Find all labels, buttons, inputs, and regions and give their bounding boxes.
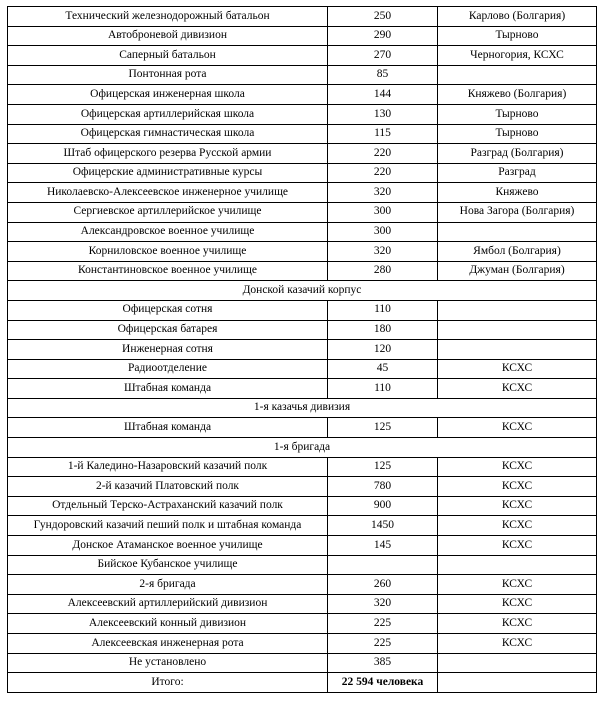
location-cell: КСХС bbox=[438, 536, 597, 556]
count-cell: 220 bbox=[328, 163, 438, 183]
unit-name-cell: Офицерская артиллерийская школа bbox=[8, 104, 328, 124]
unit-name-cell: Технический железнодорожный батальон bbox=[8, 7, 328, 27]
unit-name-cell: Константиновское военное училище bbox=[8, 261, 328, 281]
unit-name-cell: Офицерская гимнастическая школа bbox=[8, 124, 328, 144]
count-cell: 320 bbox=[328, 242, 438, 262]
units-table-body bbox=[8, 7, 597, 693]
count-cell: 225 bbox=[328, 614, 438, 634]
table-row bbox=[8, 65, 597, 85]
unit-name-cell: Гундоровский казачий пеший полк и штабная команда bbox=[8, 516, 328, 536]
unit-name-cell: Сергиевское артиллерийское училище bbox=[8, 202, 328, 222]
count-cell: 270 bbox=[328, 46, 438, 66]
unit-name-cell: Офицерская батарея bbox=[8, 320, 328, 340]
unit-name-cell: Офицерская инженерная школа bbox=[8, 85, 328, 105]
count-cell: 110 bbox=[328, 300, 438, 320]
count-cell: 225 bbox=[328, 634, 438, 654]
table-row bbox=[8, 124, 597, 144]
location-cell bbox=[438, 222, 597, 242]
location-cell: КСХС bbox=[438, 379, 597, 399]
unit-name-cell: Алексеевский артиллерийский дивизион bbox=[8, 594, 328, 614]
table-row bbox=[8, 594, 597, 614]
location-cell: КСХС bbox=[438, 496, 597, 516]
location-cell: Нова Загора (Болгария) bbox=[438, 202, 597, 222]
location-cell: КСХС bbox=[438, 359, 597, 379]
unit-name-cell: Отдельный Терско-Астраханский казачий полк bbox=[8, 496, 328, 516]
unit-name-cell: Николаевско-Алексеевское инженерное училище bbox=[8, 183, 328, 203]
location-cell: КСХС bbox=[438, 575, 597, 595]
count-cell: 130 bbox=[328, 104, 438, 124]
table-row bbox=[8, 634, 597, 654]
location-cell: Тырново bbox=[438, 124, 597, 144]
section-title: 1-я казачья дивизия bbox=[8, 398, 597, 418]
count-cell: 780 bbox=[328, 477, 438, 497]
location-cell: Тырново bbox=[438, 26, 597, 46]
location-cell: КСХС bbox=[438, 614, 597, 634]
table-row bbox=[8, 477, 597, 497]
unit-name-cell: Автоброневой дивизион bbox=[8, 26, 328, 46]
section-title: 1-я бригада bbox=[8, 438, 597, 458]
table-row bbox=[8, 496, 597, 516]
unit-name-cell: Радиоотделение bbox=[8, 359, 328, 379]
count-cell: 900 bbox=[328, 496, 438, 516]
table-row bbox=[8, 555, 597, 575]
count-cell: 45 bbox=[328, 359, 438, 379]
location-cell: КСХС bbox=[438, 477, 597, 497]
location-cell: Карлово (Болгария) bbox=[438, 7, 597, 27]
count-cell: 320 bbox=[328, 183, 438, 203]
unit-name-cell: Понтонная рота bbox=[8, 65, 328, 85]
table-row bbox=[8, 104, 597, 124]
location-cell bbox=[438, 340, 597, 360]
table-row bbox=[8, 222, 597, 242]
unit-name-cell: Не установлено bbox=[8, 653, 328, 673]
section-row bbox=[8, 398, 597, 418]
table-row bbox=[8, 536, 597, 556]
location-cell bbox=[438, 65, 597, 85]
count-cell: 120 bbox=[328, 340, 438, 360]
table-row bbox=[8, 46, 597, 66]
count-cell: 115 bbox=[328, 124, 438, 144]
location-cell: Джуман (Болгария) bbox=[438, 261, 597, 281]
table-row bbox=[8, 85, 597, 105]
count-cell: 300 bbox=[328, 222, 438, 242]
table-row bbox=[8, 340, 597, 360]
count-cell: 280 bbox=[328, 261, 438, 281]
location-cell: КСХС bbox=[438, 418, 597, 438]
location-cell bbox=[438, 555, 597, 575]
table-row bbox=[8, 26, 597, 46]
location-cell: Княжево bbox=[438, 183, 597, 203]
count-cell: 320 bbox=[328, 594, 438, 614]
count-cell: 1450 bbox=[328, 516, 438, 536]
location-cell bbox=[438, 320, 597, 340]
location-cell: КСХС bbox=[438, 594, 597, 614]
count-cell: 125 bbox=[328, 418, 438, 438]
table-row bbox=[8, 673, 597, 693]
unit-name-cell: 2-я бригада bbox=[8, 575, 328, 595]
unit-name-cell: Бийское Кубанское училище bbox=[8, 555, 328, 575]
location-cell: Тырново bbox=[438, 104, 597, 124]
table-row bbox=[8, 614, 597, 634]
count-cell: 110 bbox=[328, 379, 438, 399]
count-cell: 290 bbox=[328, 26, 438, 46]
unit-name-cell: 1-й Каледино-Назаровский казачий полк bbox=[8, 457, 328, 477]
table-row bbox=[8, 144, 597, 164]
table-row bbox=[8, 202, 597, 222]
unit-name-cell: Алексеевский конный дивизион bbox=[8, 614, 328, 634]
location-cell bbox=[438, 653, 597, 673]
unit-name-cell: Штабная команда bbox=[8, 379, 328, 399]
table-row bbox=[8, 183, 597, 203]
location-cell: Черногория, КСХС bbox=[438, 46, 597, 66]
section-title: Донской казачий корпус bbox=[8, 281, 597, 301]
count-cell: 85 bbox=[328, 65, 438, 85]
count-cell: 125 bbox=[328, 457, 438, 477]
location-cell: КСХС bbox=[438, 457, 597, 477]
table-row bbox=[8, 379, 597, 399]
count-cell: 145 bbox=[328, 536, 438, 556]
table-row bbox=[8, 242, 597, 262]
count-cell: 220 bbox=[328, 144, 438, 164]
table-row bbox=[8, 163, 597, 183]
unit-name-cell: Штабная команда bbox=[8, 418, 328, 438]
location-cell: КСХС bbox=[438, 634, 597, 654]
units-table bbox=[7, 6, 597, 693]
table-row bbox=[8, 457, 597, 477]
count-cell: 385 bbox=[328, 653, 438, 673]
unit-name-cell: Саперный батальон bbox=[8, 46, 328, 66]
location-cell: Разград bbox=[438, 163, 597, 183]
table-row bbox=[8, 418, 597, 438]
location-cell: КСХС bbox=[438, 516, 597, 536]
table-row bbox=[8, 516, 597, 536]
unit-name-cell: Инженерная сотня bbox=[8, 340, 328, 360]
table-row bbox=[8, 575, 597, 595]
table-row bbox=[8, 7, 597, 27]
count-cell bbox=[328, 555, 438, 575]
unit-name-cell: Донское Атаманское военное училище bbox=[8, 536, 328, 556]
unit-name-cell: Офицерские административные курсы bbox=[8, 163, 328, 183]
count-cell: 22 594 человека bbox=[328, 673, 438, 693]
unit-name-cell: Штаб офицерского резерва Русской армии bbox=[8, 144, 328, 164]
unit-name-cell: Офицерская сотня bbox=[8, 300, 328, 320]
unit-name-cell: 2-й казачий Платовский полк bbox=[8, 477, 328, 497]
location-cell: Разград (Болгария) bbox=[438, 144, 597, 164]
count-cell: 250 bbox=[328, 7, 438, 27]
location-cell bbox=[438, 673, 597, 693]
table-row bbox=[8, 300, 597, 320]
count-cell: 260 bbox=[328, 575, 438, 595]
table-row bbox=[8, 359, 597, 379]
table-row bbox=[8, 261, 597, 281]
table-row bbox=[8, 653, 597, 673]
unit-name-cell: Итого: bbox=[8, 673, 328, 693]
table-row bbox=[8, 320, 597, 340]
count-cell: 144 bbox=[328, 85, 438, 105]
location-cell bbox=[438, 300, 597, 320]
location-cell: Ямбол (Болгария) bbox=[438, 242, 597, 262]
location-cell: Княжево (Болгария) bbox=[438, 85, 597, 105]
section-row bbox=[8, 438, 597, 458]
unit-name-cell: Корниловское военное училище bbox=[8, 242, 328, 262]
section-row bbox=[8, 281, 597, 301]
unit-name-cell: Алексеевская инженерная рота bbox=[8, 634, 328, 654]
unit-name-cell: Александровское военное училище bbox=[8, 222, 328, 242]
count-cell: 180 bbox=[328, 320, 438, 340]
count-cell: 300 bbox=[328, 202, 438, 222]
